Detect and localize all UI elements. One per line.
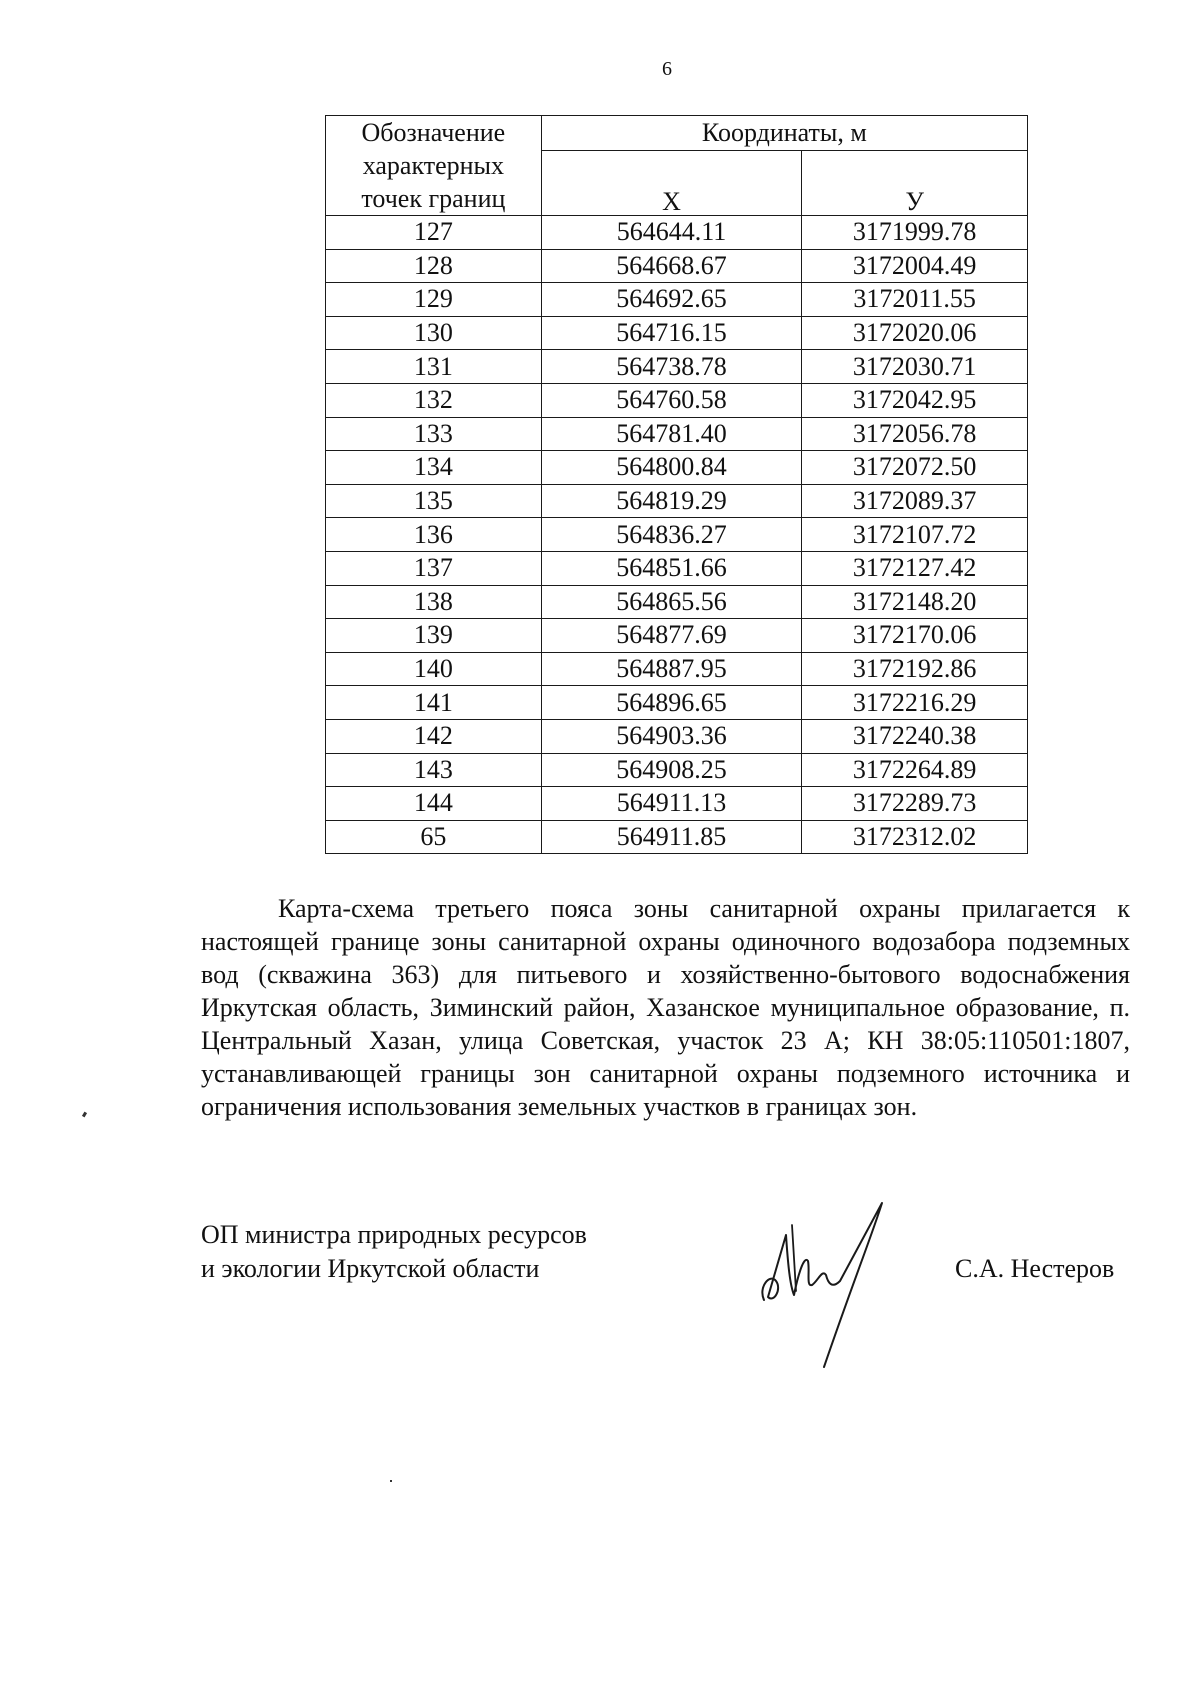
x-cell: 564903.36 bbox=[541, 719, 802, 753]
scan-speck bbox=[390, 1480, 392, 1482]
table-row bbox=[326, 820, 1028, 854]
point-label-header-line: Обозначение bbox=[361, 118, 506, 147]
y-cell: 3172089.37 bbox=[802, 484, 1028, 518]
scan-speck bbox=[82, 1112, 87, 1118]
point-cell: 135 bbox=[326, 484, 542, 518]
table-row bbox=[326, 518, 1028, 552]
x-header: Х bbox=[541, 151, 802, 216]
table-row bbox=[326, 417, 1028, 451]
point-cell: 131 bbox=[326, 350, 542, 384]
x-cell: 564911.85 bbox=[541, 820, 802, 854]
y-cell: 3171999.78 bbox=[802, 216, 1028, 250]
x-cell: 564800.84 bbox=[541, 451, 802, 485]
y-cell: 3172004.49 bbox=[802, 249, 1028, 283]
point-cell: 134 bbox=[326, 451, 542, 485]
table-row bbox=[326, 652, 1028, 686]
point-cell: 143 bbox=[326, 753, 542, 787]
coordinates-table bbox=[325, 115, 1028, 854]
table-row bbox=[326, 451, 1028, 485]
table-row bbox=[326, 585, 1028, 619]
y-cell: 3172240.38 bbox=[802, 719, 1028, 753]
point-cell: 136 bbox=[326, 518, 542, 552]
point-cell: 141 bbox=[326, 686, 542, 720]
point-label-header-line: характерных bbox=[362, 151, 505, 180]
y-cell: 3172170.06 bbox=[802, 619, 1028, 653]
table-row bbox=[326, 753, 1028, 787]
point-cell: 133 bbox=[326, 417, 542, 451]
signature-position-line: ОП министра природных ресурсов bbox=[201, 1220, 587, 1249]
point-cell: 127 bbox=[326, 216, 542, 250]
x-cell: 564887.95 bbox=[541, 652, 802, 686]
table-row bbox=[326, 383, 1028, 417]
table-row bbox=[326, 551, 1028, 585]
table-row bbox=[326, 249, 1028, 283]
page-number-text: 6 bbox=[662, 58, 672, 80]
y-cell: 3172192.86 bbox=[802, 652, 1028, 686]
table-row bbox=[326, 316, 1028, 350]
x-cell: 564781.40 bbox=[541, 417, 802, 451]
x-cell: 564896.65 bbox=[541, 686, 802, 720]
point-cell: 140 bbox=[326, 652, 542, 686]
point-cell: 132 bbox=[326, 383, 542, 417]
table-row bbox=[326, 283, 1028, 317]
signature-position bbox=[201, 1218, 587, 1286]
y-cell: 3172107.72 bbox=[802, 518, 1028, 552]
y-header: У bbox=[802, 151, 1028, 216]
x-cell: 564819.29 bbox=[541, 484, 802, 518]
point-cell: 142 bbox=[326, 719, 542, 753]
x-cell: 564738.78 bbox=[541, 350, 802, 384]
handwritten-signature bbox=[752, 1195, 902, 1375]
point-label-header-line: точек границ bbox=[361, 184, 506, 213]
x-cell: 564911.13 bbox=[541, 787, 802, 821]
table-row bbox=[326, 719, 1028, 753]
table-row bbox=[326, 350, 1028, 384]
x-cell: 564865.56 bbox=[541, 585, 802, 619]
x-cell: 564716.15 bbox=[541, 316, 802, 350]
point-label-header bbox=[326, 116, 542, 216]
y-cell: 3172056.78 bbox=[802, 417, 1028, 451]
y-cell: 3172264.89 bbox=[802, 753, 1028, 787]
point-cell: 65 bbox=[326, 820, 542, 854]
point-cell: 139 bbox=[326, 619, 542, 653]
x-cell: 564877.69 bbox=[541, 619, 802, 653]
point-cell: 144 bbox=[326, 787, 542, 821]
x-cell: 564836.27 bbox=[541, 518, 802, 552]
y-cell: 3172072.50 bbox=[802, 451, 1028, 485]
point-cell: 130 bbox=[326, 316, 542, 350]
x-cell: 564668.67 bbox=[541, 249, 802, 283]
x-cell: 564851.66 bbox=[541, 551, 802, 585]
x-cell: 564692.65 bbox=[541, 283, 802, 317]
signature-position-line: и экологии Иркутской области bbox=[201, 1254, 540, 1283]
x-cell: 564908.25 bbox=[541, 753, 802, 787]
y-cell: 3172042.95 bbox=[802, 383, 1028, 417]
y-cell: 3172312.02 bbox=[802, 820, 1028, 854]
table-row bbox=[326, 619, 1028, 653]
table-row bbox=[326, 216, 1028, 250]
body-paragraph: Карта-схема третьего пояса зоны санитарной охраны прилагается к настоящей границе зоны санитарной охраны одиночного водозабора подземных вод (скважина 363) для питьевого и хозяйственно-бытового водоснабжения Иркутская область, Зиминский район, Хазанское муниципальное образование, п. Центральный Хазан, улица Советская, участок 23 А; КН 38:05:110501:1807, устанавливающей границы зон санитарной охраны подземного источника и ограничения использования земельных участков в границах зон. bbox=[201, 894, 1130, 1121]
table-row bbox=[326, 787, 1028, 821]
point-cell: 128 bbox=[326, 249, 542, 283]
table-row bbox=[326, 686, 1028, 720]
y-cell: 3172030.71 bbox=[802, 350, 1028, 384]
point-cell: 138 bbox=[326, 585, 542, 619]
y-cell: 3172216.29 bbox=[802, 686, 1028, 720]
point-cell: 129 bbox=[326, 283, 542, 317]
point-cell: 137 bbox=[326, 551, 542, 585]
signatory-name: С.А. Нестеров bbox=[955, 1254, 1115, 1283]
table-row bbox=[326, 484, 1028, 518]
coordinates-table-body bbox=[326, 216, 1028, 854]
y-cell: 3172127.42 bbox=[802, 551, 1028, 585]
y-cell: 3172020.06 bbox=[802, 316, 1028, 350]
x-cell: 564644.11 bbox=[541, 216, 802, 250]
x-cell: 564760.58 bbox=[541, 383, 802, 417]
y-cell: 3172011.55 bbox=[802, 283, 1028, 317]
y-cell: 3172289.73 bbox=[802, 787, 1028, 821]
y-cell: 3172148.20 bbox=[802, 585, 1028, 619]
coordinates-header: Координаты, м bbox=[541, 116, 1027, 151]
